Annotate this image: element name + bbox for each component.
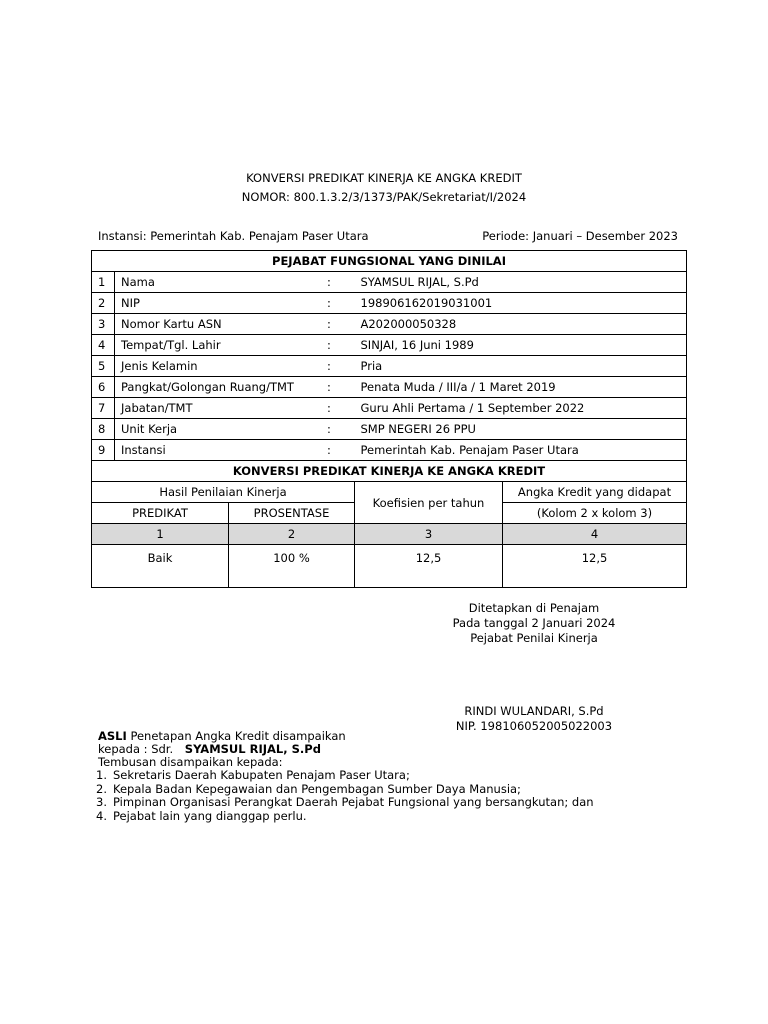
row-label: Nama : (115, 272, 355, 293)
table-row (92, 419, 687, 440)
row-number: 2 (92, 293, 115, 314)
koefisien-value: 12,5 (355, 545, 503, 588)
row-number: 1 (92, 272, 115, 293)
list-item: 4. Pejabat lain yang dianggap perlu. (96, 808, 307, 823)
predikat-value: Baik (92, 545, 229, 588)
hasil-header: Hasil Penilaian Kinerja (92, 482, 355, 503)
signer-name: RINDI WULANDARI, S.Pd (464, 704, 604, 718)
row-label: Unit Kerja : (115, 419, 355, 440)
signature-date: Pada tanggal 2 Januari 2024 (452, 616, 616, 630)
list-item: 1. Sekretaris Daerah Kabupaten Penajam Paser Utara; (96, 768, 410, 782)
asli-text: Penetapan Angka Kredit disampaikan (126, 729, 346, 743)
table-row (92, 377, 687, 398)
asli-line (98, 729, 346, 743)
table-row (92, 356, 687, 377)
assessment-table (91, 250, 687, 588)
document-number: NOMOR: 800.1.3.2/3/1373/PAK/Sekretariat/I/2024 (241, 190, 527, 204)
row-value: 198906162019031001 (355, 293, 687, 314)
table-row (92, 545, 687, 588)
row-number: 5 (92, 356, 115, 377)
signature-place: Ditetapkan di Penajam (468, 601, 600, 615)
periode-line: Periode: Januari – Desember 2023 (482, 229, 678, 243)
prosentase-value: 100 % (229, 545, 355, 588)
kepada-label: kepada : Sdr. (98, 742, 174, 756)
table-row (92, 314, 687, 335)
row-number: 8 (92, 419, 115, 440)
row-number: 4 (92, 335, 115, 356)
koefisien-header: Koefisien per tahun (355, 482, 503, 524)
tembusan-heading: Tembusan disampaikan kepada: (98, 755, 283, 769)
table-row (92, 482, 687, 503)
row-value: Penata Muda / III/a / 1 Maret 2019 (355, 377, 687, 398)
column-number: 1 (92, 524, 229, 545)
table-row (92, 272, 687, 293)
row-label: Instansi : (115, 440, 355, 461)
kolom-header: (Kolom 2 x kolom 3) (503, 503, 687, 524)
row-value: Guru Ahli Pertama / 1 September 2022 (355, 398, 687, 419)
list-item: 3. Pimpinan Organisasi Perangkat Daerah Pejabat Fungsional yang bersangkutan; dan (96, 795, 594, 809)
angka-kredit-value: 12,5 (503, 545, 687, 588)
row-value: A202000050328 (355, 314, 687, 335)
row-label: Pangkat/Golongan Ruang/TMT : (115, 377, 355, 398)
row-label: Nomor Kartu ASN : (115, 314, 355, 335)
document-title: KONVERSI PREDIKAT KINERJA KE ANGKA KREDIT (246, 171, 522, 185)
row-label: Tempat/Tgl. Lahir : (115, 335, 355, 356)
asli-label: ASLI (98, 729, 127, 743)
column-number-row (92, 524, 687, 545)
section2-title: KONVERSI PREDIKAT KINERJA KE ANGKA KREDIT (92, 461, 687, 482)
row-value: Pemerintah Kab. Penajam Paser Utara (355, 440, 687, 461)
list-item: 2. Kepala Badan Kepegawaian dan Pengembagan Sumber Daya Manusia; (96, 781, 521, 796)
kepada-line (98, 742, 321, 756)
kepada-name: SYAMSUL RIJAL, S.Pd (184, 742, 321, 756)
table-row (92, 335, 687, 356)
column-number: 2 (229, 524, 355, 545)
table-row (92, 293, 687, 314)
column-number: 4 (503, 524, 687, 545)
row-label: Jabatan/TMT : (115, 398, 355, 419)
row-number: 6 (92, 377, 115, 398)
row-value: SINJAI, 16 Juni 1989 (355, 335, 687, 356)
instansi-line: Instansi: Pemerintah Kab. Penajam Paser Utara (98, 229, 369, 243)
row-label: Jenis Kelamin : (115, 356, 355, 377)
signature-role: Pejabat Penilai Kinerja (470, 631, 598, 645)
signer-nip: NIP. 198106052005022003 (455, 719, 613, 733)
row-value: SMP NEGERI 26 PPU (355, 419, 687, 440)
angka-kredit-header: Angka Kredit yang didapat (503, 482, 687, 503)
row-number: 3 (92, 314, 115, 335)
row-value: SYAMSUL RIJAL, S.Pd (355, 272, 687, 293)
table-row (92, 398, 687, 419)
column-number: 3 (355, 524, 503, 545)
row-number: 7 (92, 398, 115, 419)
row-label: NIP : (115, 293, 355, 314)
table-row (92, 440, 687, 461)
section2-header-row (92, 461, 687, 482)
row-value: Pria (355, 356, 687, 377)
predikat-header: PREDIKAT (92, 503, 229, 524)
tembusan-list (96, 769, 594, 823)
section1-title: PEJABAT FUNGSIONAL YANG DINILAI (92, 251, 687, 272)
prosentase-header: PROSENTASE (229, 503, 355, 524)
row-number: 9 (92, 440, 115, 461)
section1-header-row (92, 251, 687, 272)
